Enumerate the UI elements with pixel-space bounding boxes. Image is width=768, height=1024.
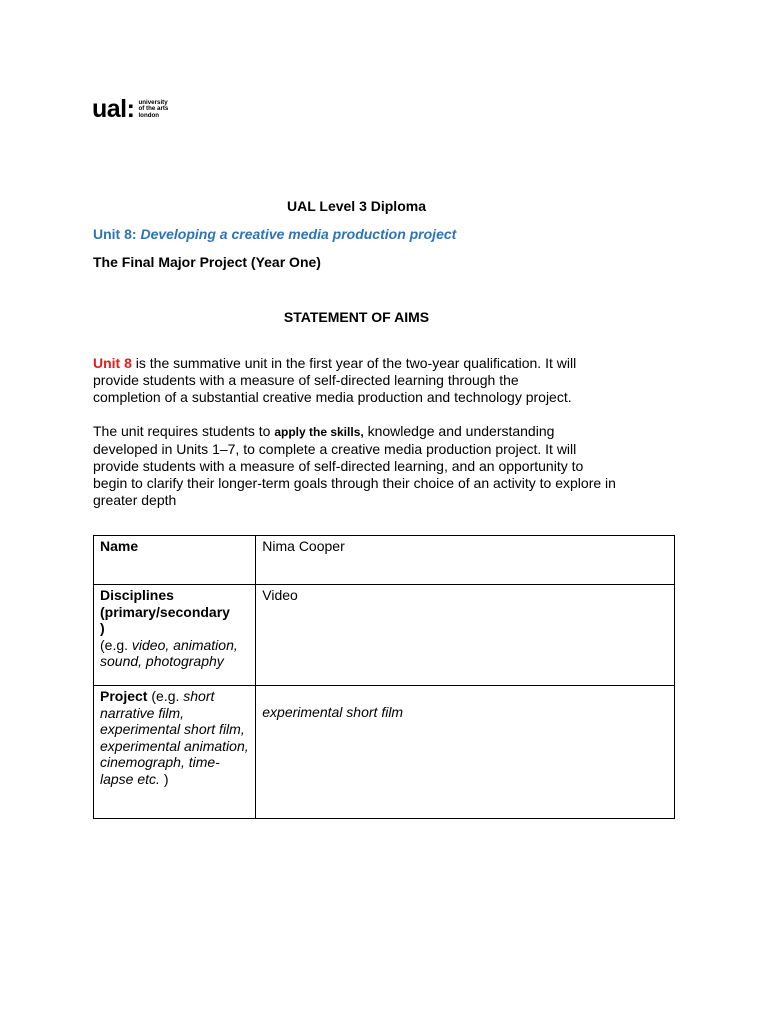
project-value-cell[interactable]: experimental short film: [256, 686, 675, 819]
unit-title: Unit 8: Developing a creative media production project: [93, 226, 457, 242]
paragraph-requirements: The unit requires students to apply the skills, knowledge and understanding developed in Units 1–7, to complete a creative media production project. It will provide students with a measure of self-directed learning, and an opportunity to begin to clarify their longer-term goals through their choice of an activity to explore in greater depth: [93, 423, 616, 508]
paragraph-summative: Unit 8 is the summative unit in the first year of the two-year qualification. It will provide students with a measure of self-directed learning through the completion of a substantial creative media production and technology project.: [93, 355, 577, 405]
name-value-cell[interactable]: Nima Cooper: [256, 536, 675, 585]
disciplines-label-cell: Disciplines (primary/secondary ) (e.g. video, animation, sound, photography: [94, 585, 256, 686]
apply-skills-emphasis: apply the skills,: [274, 425, 364, 439]
project-label-cell: Project (e.g. short narrative film, experimental short film, experimental animation, cinemograph, time-lapse etc. ): [94, 686, 256, 819]
ual-logo: [92, 97, 168, 122]
aims-table: [93, 535, 675, 819]
name-label-cell: Name: [94, 536, 256, 585]
table-row: [94, 686, 675, 819]
section-title: STATEMENT OF AIMS: [283, 309, 430, 325]
logo-words: university of the arts london: [138, 98, 169, 119]
disciplines-value-cell[interactable]: Video: [256, 585, 675, 686]
project-subtitle: The Final Major Project (Year One): [93, 254, 321, 270]
table-row: [94, 536, 675, 585]
table-row: [94, 585, 675, 686]
logo-mark: ual:: [92, 95, 135, 123]
unit-8-highlight: Unit 8: [93, 355, 132, 371]
diploma-title: UAL Level 3 Diploma: [286, 198, 426, 214]
